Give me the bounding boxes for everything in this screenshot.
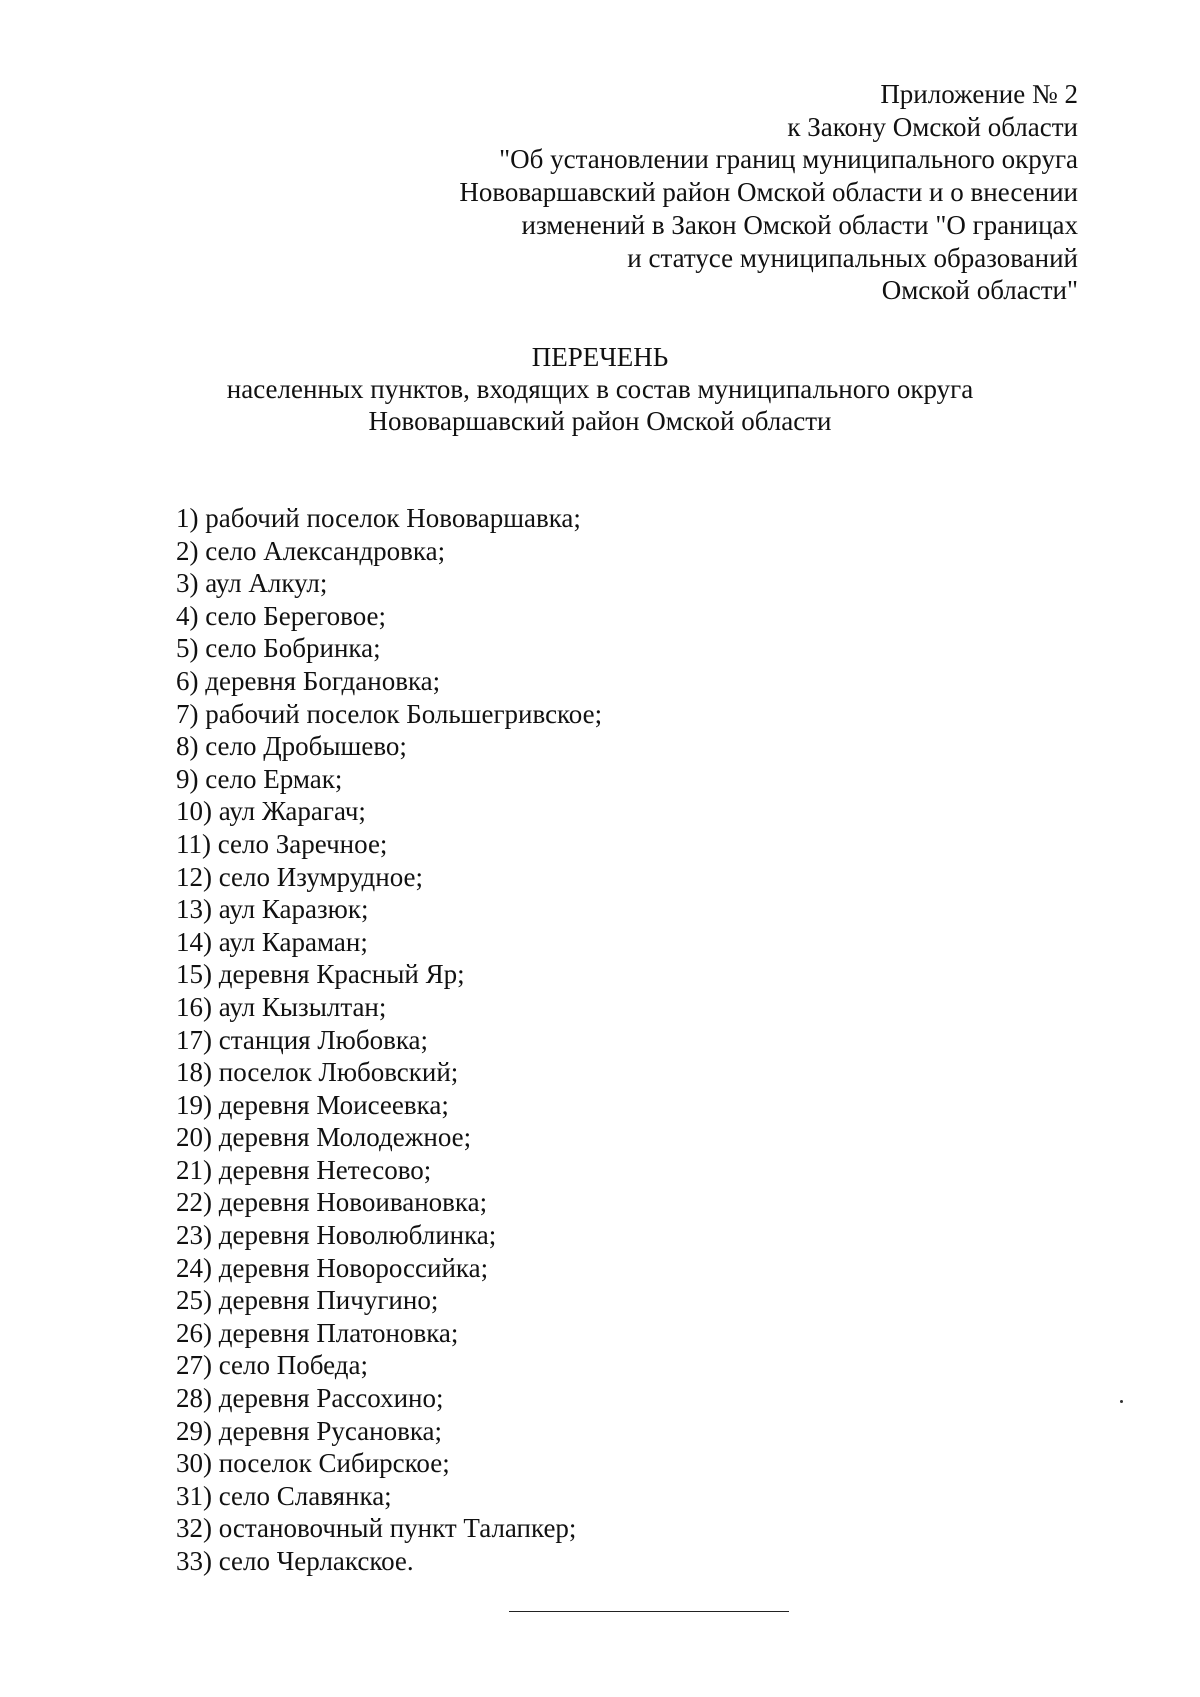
- list-item: 32) остановочный пункт Талапкер;: [176, 1513, 577, 1544]
- header-line: Омской области": [881, 275, 1078, 306]
- list-item: 16) аул Кызылтан;: [176, 991, 387, 1022]
- list-item: 8) село Дробышево;: [176, 731, 407, 762]
- list-item: 7) рабочий поселок Большегривское;: [176, 698, 603, 729]
- header-line: Приложение № 2: [880, 79, 1078, 109]
- header-line: изменений в Закон Омской области "О границах: [521, 209, 1078, 240]
- list-item: 31) село Славянка;: [176, 1480, 392, 1511]
- list-item: 18) поселок Любовский;: [176, 1057, 459, 1088]
- scan-speck: [1120, 1400, 1123, 1403]
- list-item: 4) село Береговое;: [176, 600, 387, 631]
- title-heading: ПЕРЕЧЕНЬ: [531, 342, 669, 372]
- list-item: 25) деревня Пичугино;: [176, 1285, 439, 1316]
- list-item: 11) село Заречное;: [176, 828, 388, 859]
- list-item: 28) деревня Рассохино;: [176, 1383, 444, 1414]
- list-item: 29) деревня Русановка;: [176, 1415, 443, 1446]
- document-title: [0, 341, 1200, 437]
- list-item: 21) деревня Нетесово;: [176, 1154, 432, 1185]
- header-line: Нововаршавский район Омской области и о внесении: [459, 177, 1078, 208]
- header-line: "Об установлении границ муниципального округа: [499, 144, 1078, 175]
- header-line: к Закону Омской области: [787, 111, 1078, 142]
- list-item: 5) село Бобринка;: [176, 633, 381, 664]
- list-item: 33) село Черлакское.: [176, 1546, 414, 1576]
- list-item: 14) аул Караман;: [176, 926, 368, 957]
- list-item: 9) село Ермак;: [176, 763, 343, 794]
- list-item: 19) деревня Моисеевка;: [176, 1089, 449, 1120]
- list-item: 17) станция Любовка;: [176, 1024, 429, 1055]
- list-item: 12) село Изумрудное;: [176, 861, 424, 892]
- list-item: 23) деревня Новолюблинка;: [176, 1220, 497, 1251]
- title-subtitle: населенных пунктов, входящих в состав муниципального округа: [226, 374, 974, 404]
- list-item: 10) аул Жарагач;: [176, 796, 366, 827]
- header-line: и статусе муниципальных образований: [627, 242, 1078, 273]
- list-item: 13) аул Каразюк;: [176, 894, 369, 925]
- list-item: 6) деревня Богдановка;: [176, 665, 441, 696]
- list-item: 15) деревня Красный Яр;: [176, 959, 465, 990]
- list-item: 26) деревня Платоновка;: [176, 1317, 459, 1348]
- list-item: 27) село Победа;: [176, 1350, 368, 1381]
- list-item: 1) рабочий поселок Нововаршавка;: [176, 503, 581, 533]
- list-item: 22) деревня Новоивановка;: [176, 1187, 488, 1218]
- closing-divider: [509, 1611, 789, 1612]
- list-item: 24) деревня Новороссийка;: [176, 1252, 489, 1283]
- list-item: 2) село Александровка;: [176, 535, 446, 566]
- list-item: 3) аул Алкул;: [176, 568, 328, 599]
- appendix-header: [318, 78, 1078, 307]
- settlement-list: [176, 502, 602, 1578]
- list-item: 20) деревня Молодежное;: [176, 1122, 472, 1153]
- title-subtitle: Нововаршавский район Омской области: [368, 406, 832, 436]
- list-item: 30) поселок Сибирское;: [176, 1448, 450, 1479]
